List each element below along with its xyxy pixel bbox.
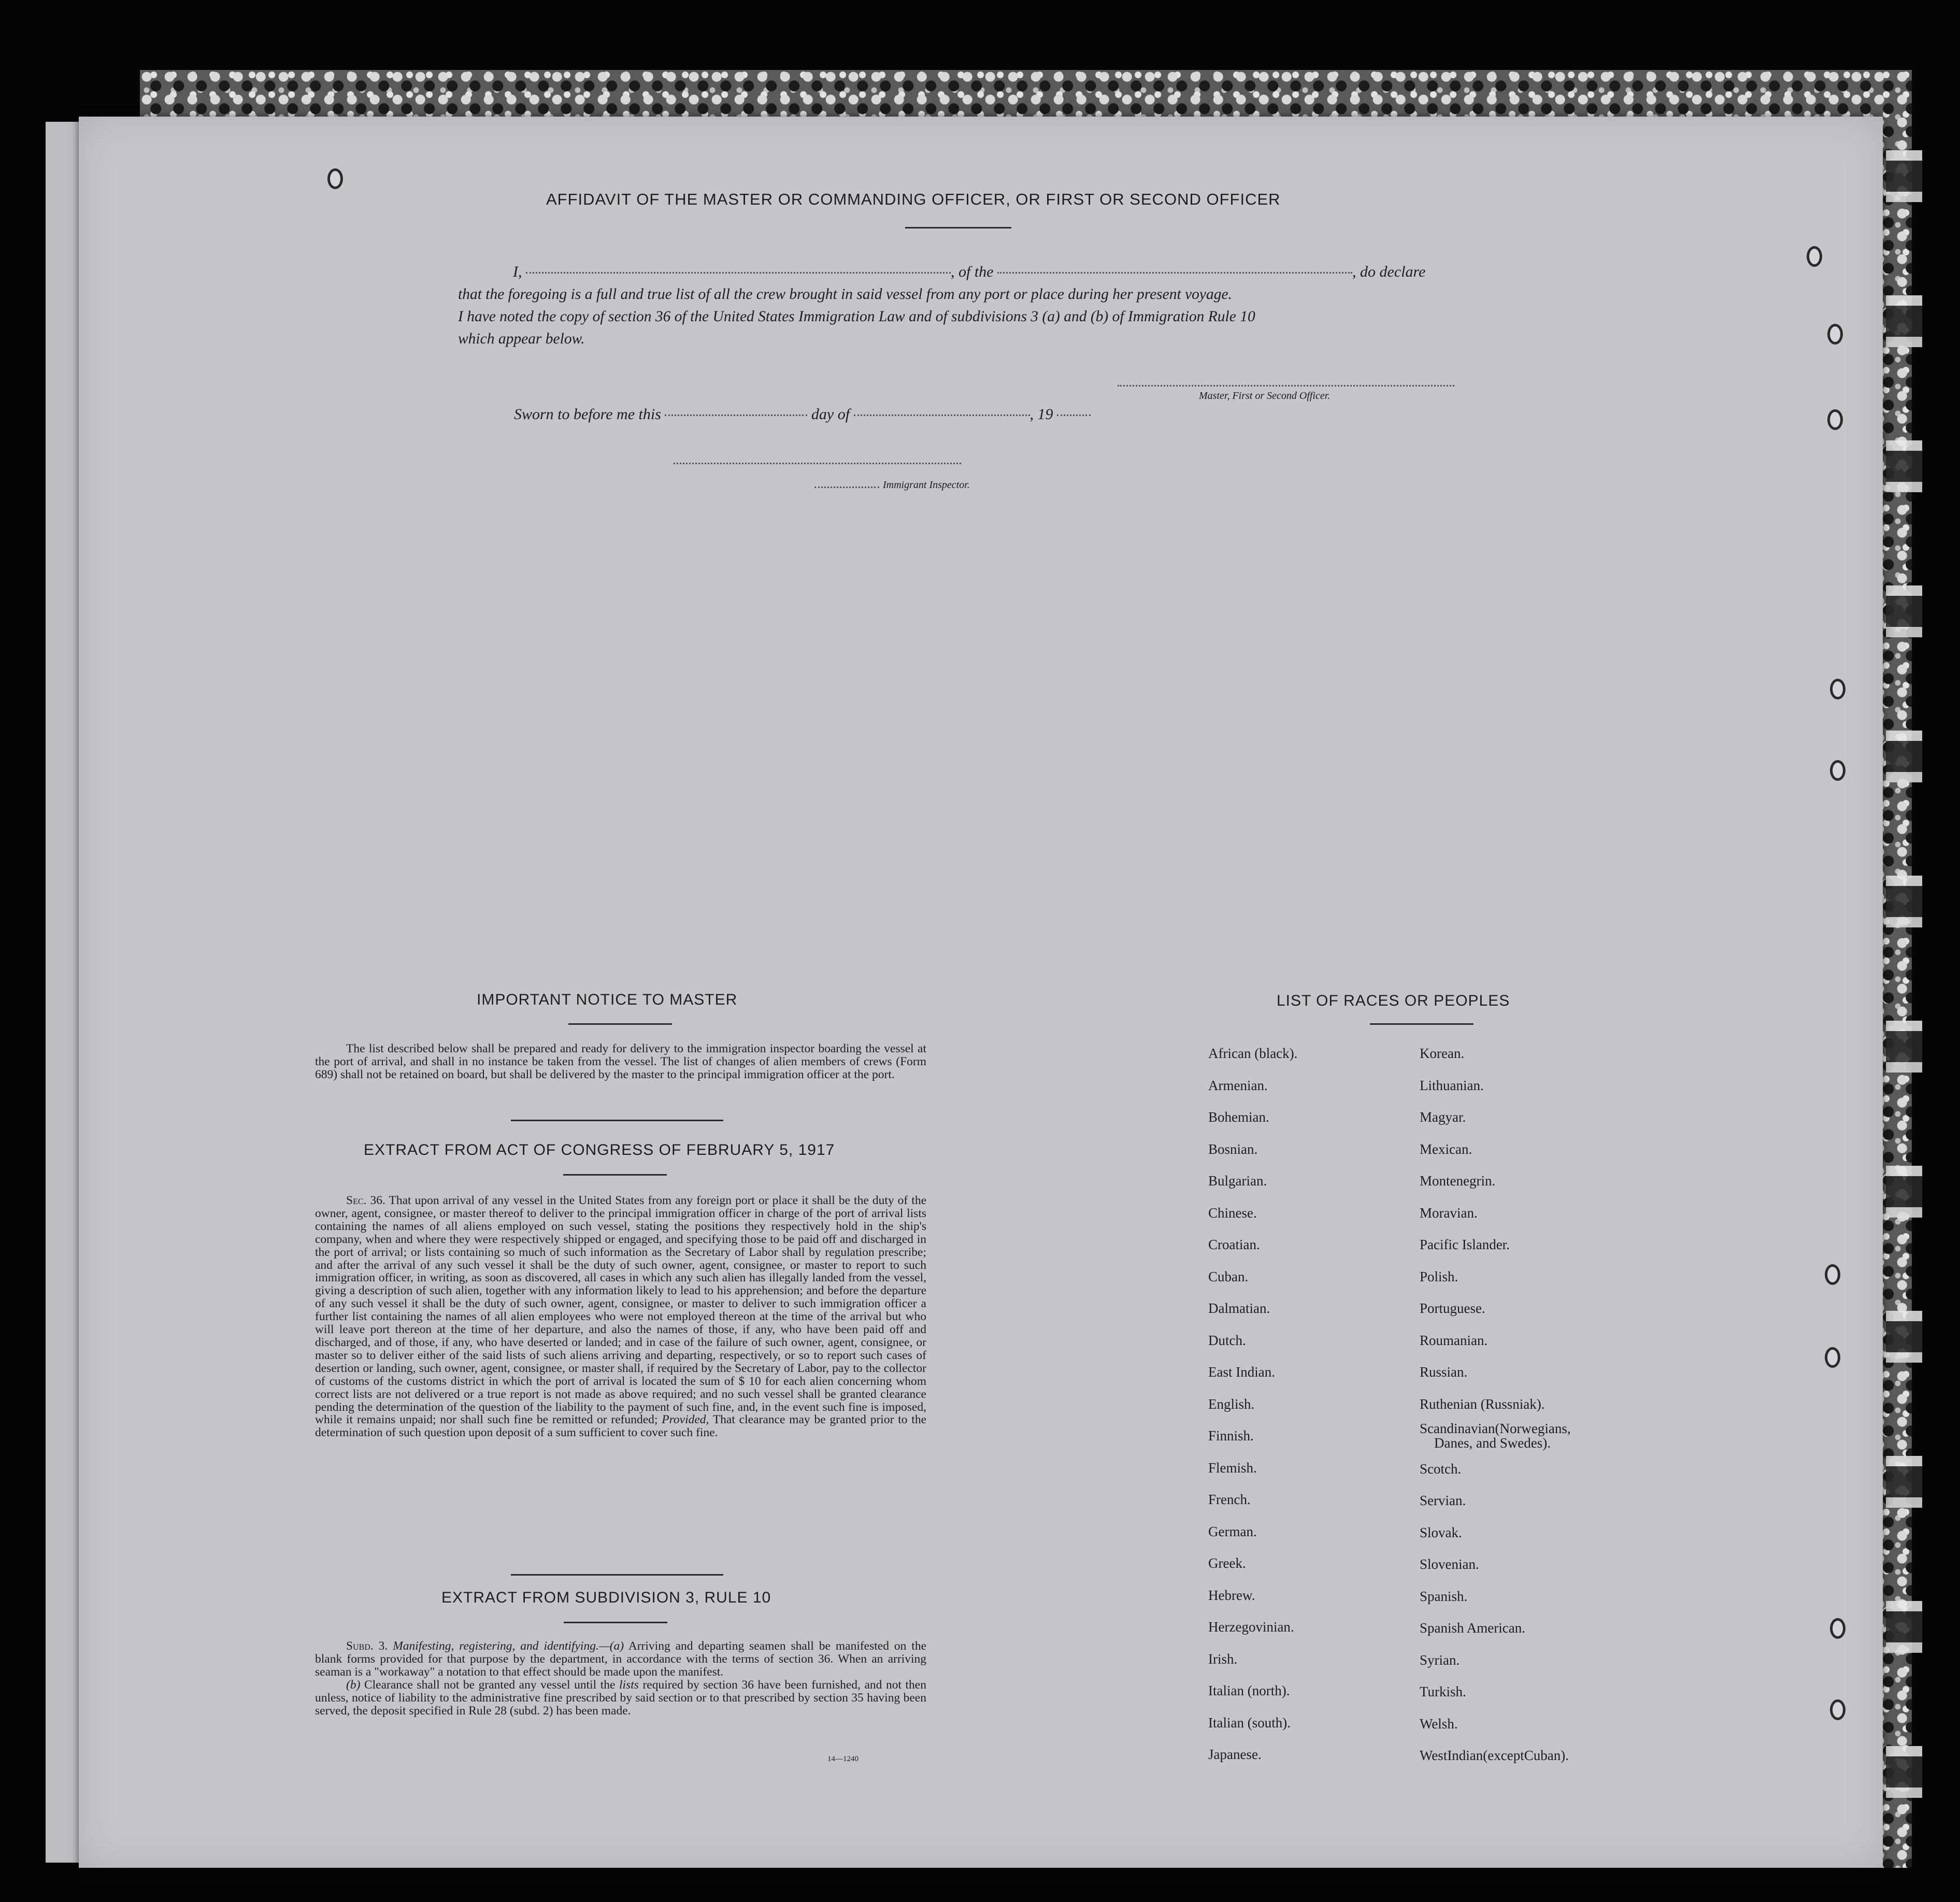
divider xyxy=(568,1023,672,1025)
subd-heading: Manifesting, registering, and identifying.—(a) xyxy=(393,1639,624,1653)
race-item: Slovak. xyxy=(1420,1524,1462,1540)
races-title: LIST OF RACES OR PEOPLES xyxy=(1277,992,1510,1009)
sec-label: Sec. 36. xyxy=(346,1194,385,1207)
race-item: Mexican. xyxy=(1420,1141,1472,1157)
race-item: Spanish American. xyxy=(1420,1620,1525,1636)
inspector-signature-blank[interactable] xyxy=(674,463,961,464)
race-item: Herzegovinian. xyxy=(1208,1619,1294,1635)
act-title: EXTRACT FROM ACT OF CONGRESS OF FEBRUARY 5, 1917 xyxy=(364,1141,835,1159)
subd-label: Subd. 3. xyxy=(346,1639,388,1653)
punch-hole xyxy=(1827,324,1843,345)
race-item: English. xyxy=(1208,1396,1255,1412)
race-item: Bohemian. xyxy=(1208,1109,1269,1125)
sworn-year: , 19 xyxy=(1029,406,1053,423)
race-item: Spanish. xyxy=(1420,1588,1468,1604)
race-item: Cuban. xyxy=(1208,1268,1249,1284)
punch-hole xyxy=(1830,1699,1845,1720)
act-paragraph xyxy=(315,1194,926,1439)
race-item: Ruthenian (Russniak). xyxy=(1420,1396,1545,1412)
race-item: Bosnian. xyxy=(1208,1141,1258,1157)
race-item: French. xyxy=(1208,1492,1251,1507)
race-item: Flemish. xyxy=(1208,1460,1257,1476)
punch-hole xyxy=(327,168,343,189)
divider xyxy=(905,227,1011,228)
rule10-text xyxy=(315,1640,926,1718)
race-item: Turkish. xyxy=(1420,1684,1466,1699)
affidavit-declare: , do declare xyxy=(1352,263,1426,280)
race-item: Korean. xyxy=(1420,1046,1465,1061)
b-label: (b) xyxy=(346,1678,361,1692)
races-column-1 xyxy=(1208,1038,1297,1771)
race-item: German. xyxy=(1208,1523,1257,1539)
race-item: Scandinavian(Norwegians, xyxy=(1420,1421,1571,1436)
race-item: Montenegrin. xyxy=(1420,1173,1496,1189)
subd-text-b1: Clearance shall not be granted any vessel until the xyxy=(364,1678,616,1692)
races-column-2 xyxy=(1420,1038,1571,1772)
notice-text xyxy=(315,1042,926,1081)
punch-hole xyxy=(1830,760,1845,781)
race-item: Magyar. xyxy=(1420,1109,1466,1125)
race-item: Russian. xyxy=(1420,1364,1468,1380)
rule10-title: EXTRACT FROM SUBDIVISION 3, RULE 10 xyxy=(441,1589,771,1606)
officer-signature-blank[interactable] xyxy=(1118,385,1454,387)
race-item: Dutch. xyxy=(1208,1332,1246,1348)
punch-hole xyxy=(1807,246,1822,267)
officer-label: Master, First or Second Officer. xyxy=(1199,390,1330,402)
divider xyxy=(563,1174,667,1176)
race-item: Armenian. xyxy=(1208,1077,1268,1093)
race-item-scandinavian xyxy=(1420,1420,1571,1453)
race-item: Welsh. xyxy=(1420,1715,1458,1732)
binding-tabs xyxy=(1886,83,1922,1844)
affidavit-of-the: , of the xyxy=(951,263,994,280)
race-item: Slovenian. xyxy=(1420,1556,1479,1572)
document-page xyxy=(79,117,1883,1868)
race-item: Italian (north). xyxy=(1208,1683,1290,1698)
punch-hole xyxy=(1825,1264,1840,1285)
divider xyxy=(511,1120,723,1121)
race-item: Pacific Islander. xyxy=(1420,1237,1510,1252)
race-item: Polish. xyxy=(1420,1268,1458,1284)
provided-text: That clearance may be granted prior to the determination of such question upon deposit of a sum sufficient to cover such fine. xyxy=(315,1413,926,1440)
race-item: Italian (south). xyxy=(1208,1714,1291,1731)
race-item: Syrian. xyxy=(1420,1652,1460,1668)
affidavit-i: I, xyxy=(513,263,522,280)
punch-hole xyxy=(1830,1618,1845,1639)
subd-text-a: Arriving and departing seamen shall be manifested on the blank forms provided for that purpose by the department, in accordance with the terms of section 36. When an arriving seaman is a "workaway" a notation to that effect should be made upon the manifest. xyxy=(315,1639,926,1679)
inspector-label: Immigrant Inspector. xyxy=(883,479,970,491)
day-blank[interactable] xyxy=(665,414,807,416)
sworn-text: Sworn to before me this xyxy=(514,406,661,423)
notice-paragraph: The list described below shall be prepared and ready for delivery to the immigration inspector boarding the vessel at the port of arrival, and shall in no instance be taken from the vessel. The list of changes of alien members of crews (Form 689) shall not be retained on board, but shall be delivered by the master to the principal immigration officer at the port. xyxy=(315,1042,926,1081)
affidavit-line-1 xyxy=(513,263,1425,281)
divider xyxy=(1370,1023,1473,1025)
race-item: Irish. xyxy=(1208,1651,1238,1667)
race-item-continued: Danes, and Swedes). xyxy=(1434,1435,1551,1451)
affidavit-title: AFFIDAVIT OF THE MASTER OR COMMANDING OFFICER, OR FIRST OR SECOND OFFICER xyxy=(546,190,1281,208)
sworn-line xyxy=(514,406,1091,423)
divider xyxy=(564,1622,667,1623)
month-blank[interactable] xyxy=(854,414,1030,416)
race-item: Bulgarian. xyxy=(1208,1173,1267,1189)
notice-title: IMPORTANT NOTICE TO MASTER xyxy=(477,991,738,1008)
race-item: Roumanian. xyxy=(1420,1332,1488,1348)
sheet-edge xyxy=(46,122,82,1863)
punch-hole xyxy=(1825,1347,1840,1368)
race-item: Moravian. xyxy=(1420,1205,1478,1221)
race-item: Finnish. xyxy=(1208,1428,1254,1443)
name-blank[interactable] xyxy=(526,272,951,274)
race-item: WestIndian(exceptCuban). xyxy=(1420,1748,1569,1763)
sec-text: That upon arrival of any vessel in the United States from any foreign port or place it shall be the duty of the owner, agent, consignee, or master thereof to deliver to the principal immigration officer in charge of the port of arrival lists containing the names of all aliens employed on such vessel, stating the positions they respectively hold in the ship's company, when and where they were respectively shipped or engaged, and specifying those to be paid off and discharged in the port of arrival; or lists containing so much of such information as the Secretary of Labor shall by regulation prescribe; and after the arrival of any such vessel it shall be the duty of such owner, agent, consignee, or master to report to such immigration officer, in writing, as soon as discovered, all cases in which any such alien has illegally landed from the vessel, giving a description of such alien, together with any information likely to lead to his apprehension; and before the departure of any such vessel it shall be the duty of such owner, agent, consignee, or master to deliver to such immigration officer a further list containing the names of all alien employees who were not employed thereon at the time of the arrival but who will leave port thereon at the time of her departure, and also the names of those, if any, who have been paid off and discharged, and of those, if any, who have deserted or landed; and in case of the failure of such owner, agent, consignee, or master so to deliver either of the said lists of such aliens arriving and departing, respectively, or so to report such cases of desertion or landing, such owner, agent, consignee, or master shall, if required by the Secretary of Labor, pay to the collector of customs of the customs district in which the port of arrival is located the sum of $ 10 for each alien concerning whom correct lists are not delivered or a true report is not made as above required; and no such vessel shall be granted clearance pending the determination of the question of the liability to the payment of such fine, and, in the event such fine is imposed, while it remains unpaid; nor shall such fine be remitted or refunded; xyxy=(315,1194,927,1427)
race-item: Lithuanian. xyxy=(1420,1077,1484,1093)
race-item: Greek. xyxy=(1208,1555,1246,1571)
act-text xyxy=(315,1194,926,1439)
divider xyxy=(511,1574,723,1576)
race-item: East Indian. xyxy=(1208,1364,1275,1380)
race-item: Dalmatian. xyxy=(1208,1300,1270,1316)
affidavit-line-3: I have noted the copy of section 36 of the United States Immigration Law and of subdivisions 3 (a) and (b) of Immigration Rule 10 xyxy=(458,308,1255,325)
vessel-blank[interactable] xyxy=(997,272,1352,274)
race-item: Croatian. xyxy=(1208,1237,1260,1252)
affidavit-line-2: that the foregoing is a full and true list of all the crew brought in said vessel from any port or place during her present voyage. xyxy=(458,286,1232,303)
race-item: Servian. xyxy=(1420,1493,1466,1508)
year-blank[interactable] xyxy=(1057,414,1091,416)
form-code: 14—1240 xyxy=(827,1755,859,1763)
punch-hole xyxy=(1830,679,1845,699)
subd-text-b2: required by section 36 have been furnished, and not then unless, notice of liability to the administrative fine prescribed by said section or to that prescribed by section 35 having been served, the deposit specified in Rule 28 (subd. 2) has been made. xyxy=(315,1678,926,1718)
race-item: Scotch. xyxy=(1420,1461,1462,1477)
race-item: African (black). xyxy=(1208,1046,1298,1061)
sworn-day-of: day of xyxy=(811,406,850,423)
rule10-paragraph-a xyxy=(315,1640,926,1679)
inspector-leader xyxy=(814,487,879,488)
affidavit-line-4: which appear below. xyxy=(458,331,585,347)
race-item: Japanese. xyxy=(1208,1747,1262,1762)
rule10-paragraph-b xyxy=(315,1679,926,1718)
punch-hole xyxy=(1827,409,1843,430)
lists-word: lists xyxy=(619,1678,639,1692)
race-item: Hebrew. xyxy=(1208,1587,1255,1603)
race-item: Portuguese. xyxy=(1420,1300,1485,1316)
provided-label: Provided, xyxy=(662,1413,709,1427)
race-item: Chinese. xyxy=(1208,1205,1257,1221)
